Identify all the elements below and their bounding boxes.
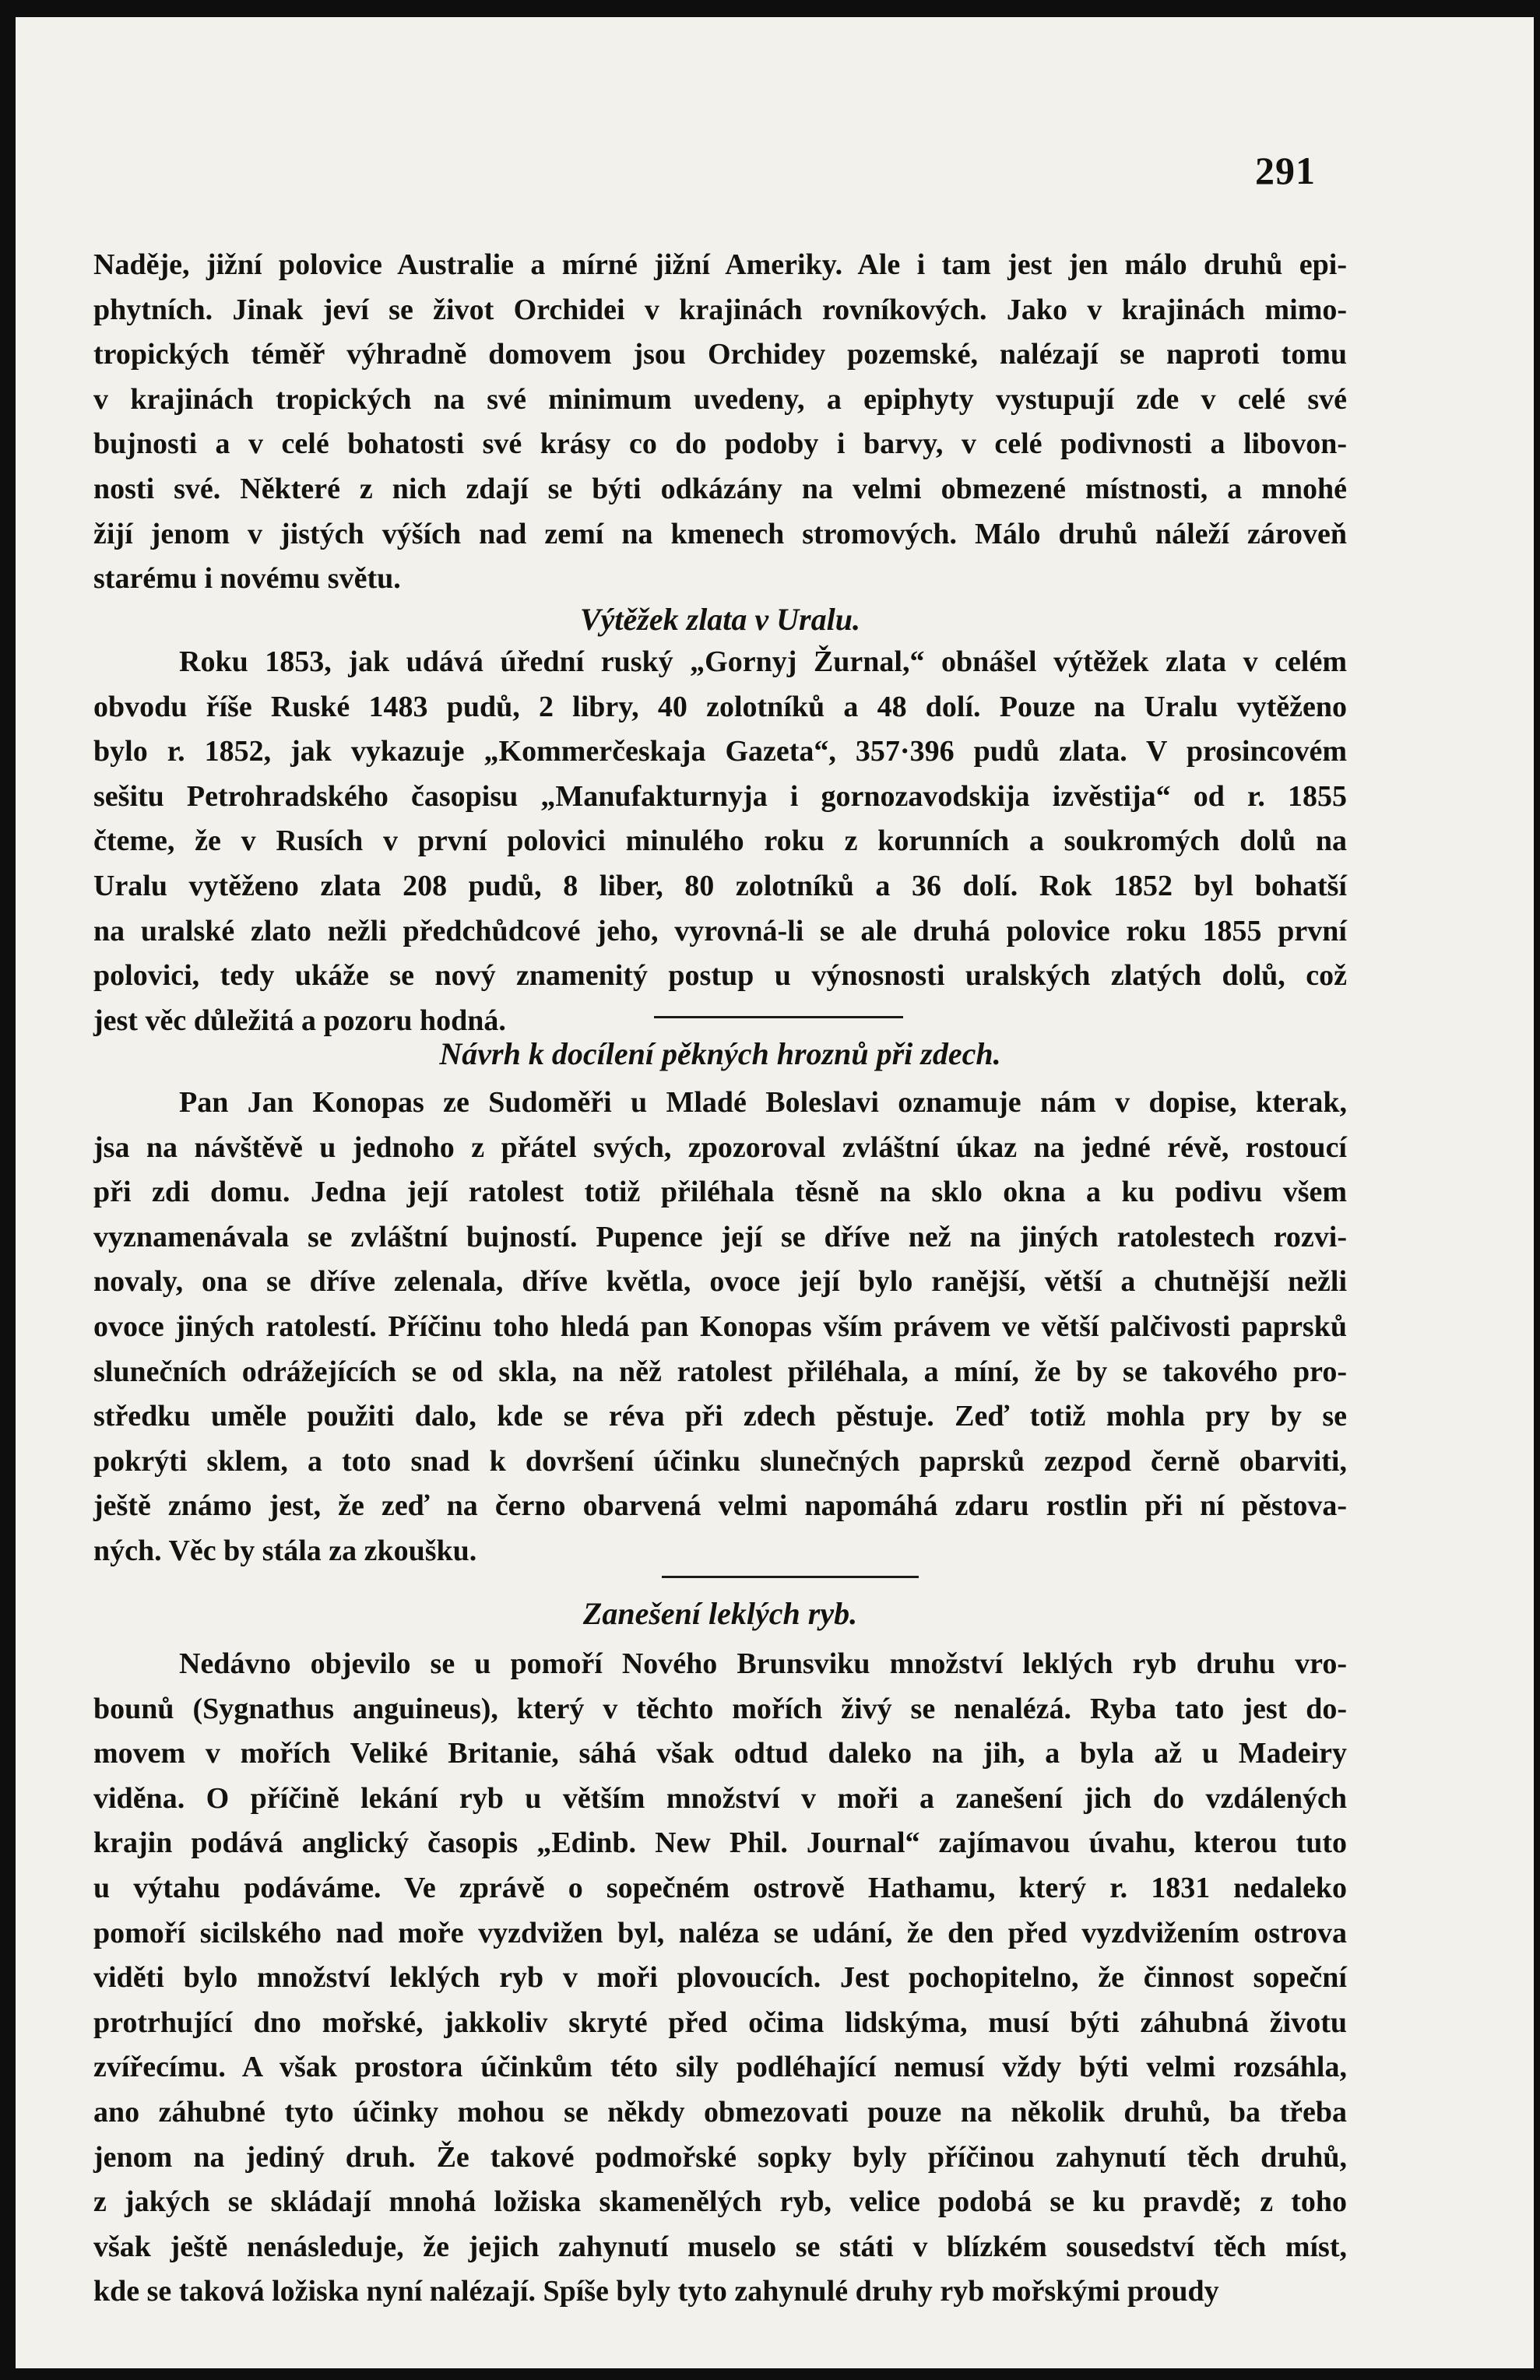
text-line: viděna. O příčině lekání ryb u větším množství v moři a zanešení jich do vzdálených [93, 1781, 1347, 1815]
section-heading-fish: Zanešení leklých ryb. [582, 1596, 858, 1631]
text-line: Pan Jan Konopas ze Sudoměři u Mladé Boleslavi oznamuje nám v dopise, kterak, [179, 1086, 1347, 1119]
text-line: jest věc důležitá a pozoru hodná. [93, 1004, 506, 1037]
text-line: ještě známo jest, že zeď na černo obarvená velmi napomáhá zdaru rostlin při ní pěstova- [93, 1489, 1347, 1523]
text-line: žijí jenom v jistých výších nad zemí na kmenech stromových. Málo druhů náleží zároveň [93, 517, 1347, 550]
text-line: obvodu říše Ruské 1483 pudů, 2 libry, 40 zolotníků a 48 dolí. Pouze na Uralu vytěženo [93, 690, 1347, 723]
text-line: movem v mořích Veliké Britanie, sáhá však odtud daleko na jih, a byla až u Madeiry [93, 1737, 1347, 1770]
text-line: však ještě nenásleduje, že jejich zahynutí muselo se státi v blízkém sousedství těch míst, [93, 2230, 1347, 2263]
text-line: nosti své. Některé z nich zdají se býti odkázány na velmi obmezené místnosti, a mnohé [93, 472, 1347, 505]
text-line: z jakých se skládají mnohá ložiska skamenělých ryb, velice podobá se ku pravdě; z toho [93, 2185, 1347, 2219]
text-line: krajin podává anglický časopis „Edinb. New Phil. Journal“ zajímavou úvahu, kterou tuto [93, 1826, 1347, 1860]
text-line: na uralské zlato nežli předchůdcové jeho, vyrovná-li se ale druhá polovice roku 1855 první [93, 914, 1347, 947]
section-fish-body [93, 1642, 1347, 2315]
section-divider [662, 1576, 919, 1578]
intro-text [93, 243, 1347, 602]
section-heading-grapes: Návrh k docílení pěkných hroznů při zdech. [439, 1036, 1001, 1071]
text-line: ano záhubné tyto účinky mohou se někdy obmezovati pouze na několik druhů, ba třeba [93, 2095, 1347, 2129]
text-line: ných. Věc by stála za zkoušku. [93, 1534, 477, 1567]
text-line: Uralu vytěženo zlata 208 pudů, 8 liber, 80 zolotníků a 36 dolí. Rok 1852 byl bohatší [93, 869, 1347, 902]
text-line: jenom na jediný druh. Že takové podmořské sopky byly příčinou zahynutí těch druhů, [93, 2140, 1347, 2174]
text-line: sešitu Petrohradského časopisu „Manufakturnyja i gornozavodskija izvěstija“ od r. 1855 [93, 779, 1347, 813]
intro-paragraph [93, 243, 1347, 602]
text-line: ovoce jiných ratolestí. Příčinu toho hledá pan Konopas vším právem ve větší palčivosti paprsků [93, 1310, 1347, 1343]
text-line: u výtahu podáváme. Ve zprávě o sopečném ostrově Hathamu, který r. 1831 nedaleko [93, 1871, 1347, 1904]
section-gold-text [93, 640, 1347, 1043]
text-line: slunečních odrážejících se od skla, na něž ratolest přiléhala, a míní, že by se takového pro- [93, 1355, 1347, 1388]
section-divider [654, 1016, 903, 1018]
text-line: v krajinách tropických na své minimum uvedeny, a epiphyty vystupují zde v celé své [93, 382, 1347, 416]
text-line: zvířecímu. A však prostora účinkům této sily podléhající nemusí vždy býti velmi rozsáhla, [93, 2051, 1347, 2084]
section-heading-gold: Výtěžek zlata v Uralu. [580, 602, 860, 637]
text-line: čteme, že v Rusích v první polovici minulého roku z korunních a soukromých dolů na [93, 824, 1347, 858]
section-fish [93, 1595, 1347, 1632]
text-line: při zdi domu. Jedna její ratolest totiž přiléhala těsně na sklo okna a ku podivu všem [93, 1176, 1347, 1209]
section-gold-ural [93, 601, 1347, 638]
section-grapes-text [93, 1081, 1347, 1574]
text-line: bounů (Sygnathus anguineus), který v těchto mořích živý se nenalézá. Ryba tato jest do- [93, 1692, 1347, 1725]
scanned-page [16, 17, 1534, 2368]
text-line: novaly, ona se dříve zelenala, dříve květla, ovoce její bylo ranější, větší a chutnější nežli [93, 1265, 1347, 1299]
page-number: 291 [1255, 149, 1316, 192]
text-line: viděti bylo množství leklých ryb v moři plovoucích. Jest pochopitelno, že činnost sopeční [93, 1961, 1347, 1995]
section-grapes [93, 1035, 1347, 1072]
text-line: Nedávno objevilo se u pomoří Nového Brunsviku množství leklých ryb druhu vro- [179, 1647, 1347, 1680]
text-line: protrhující dno mořské, jakkoliv skryté před očima lidskýma, musí býti záhubná životu [93, 2006, 1347, 2039]
text-line: pokrýti sklem, a toto snad k dovršení účinku slunečných paprsků zezpod černě obarviti, [93, 1444, 1347, 1478]
section-grapes-body [93, 1081, 1347, 1574]
text-line: jsa na návštěvě u jednoho z přátel svých, zpozoroval zvláštní úkaz na jedné révě, rostoucí [93, 1130, 1347, 1164]
section-fish-text [93, 1642, 1347, 2315]
text-line: kde se taková ložiska nyní nalézají. Spíše byly tyto zahynulé druhy ryb mořskými proudy [93, 2275, 1219, 2308]
text-line: phytních. Jinak jeví se život Orchidei v krajinách rovníkových. Jako v krajinách mimo- [93, 293, 1347, 326]
text-line: pomoří sicilského nad moře vyzdvižen byl, naléza se udání, že den před vyzdvižením ostrova [93, 1916, 1347, 1949]
text-line: starému i novému světu. [93, 562, 401, 596]
text-line: Roku 1853, jak udává úřední ruský „Gornyj Žurnal,“ obnášel výtěžek zlata v celém [179, 645, 1347, 678]
text-line: polovici, tedy ukáže se nový znamenitý postup u výnosnosti uralských zlatých dolů, což [93, 959, 1347, 993]
text-line: středku uměle použiti dalo, kde se réva při zdech pěstuje. Zeď totiž mohla pry by se [93, 1400, 1347, 1433]
section-gold-body [93, 640, 1347, 1043]
text-line: tropických téměř výhradně domovem jsou Orchidey pozemské, nalézají se naproti tomu [93, 338, 1347, 371]
text-line: Naděje, jižní polovice Australie a mírné jižní Ameriky. Ale i tam jest jen málo druhů epi- [93, 248, 1347, 281]
text-line: vyznamenávala se zvláštní bujností. Pupence její se dříve než na jiných ratolestech rozvi- [93, 1220, 1347, 1253]
text-line: bylo r. 1852, jak vykazuje „Kommerčeskaja Gazeta“, 357·396 pudů zlata. V prosincovém [93, 735, 1347, 768]
text-line: bujnosti a v celé bohatosti své krásy co do podoby i barvy, v celé podivnosti a libovon- [93, 427, 1347, 461]
